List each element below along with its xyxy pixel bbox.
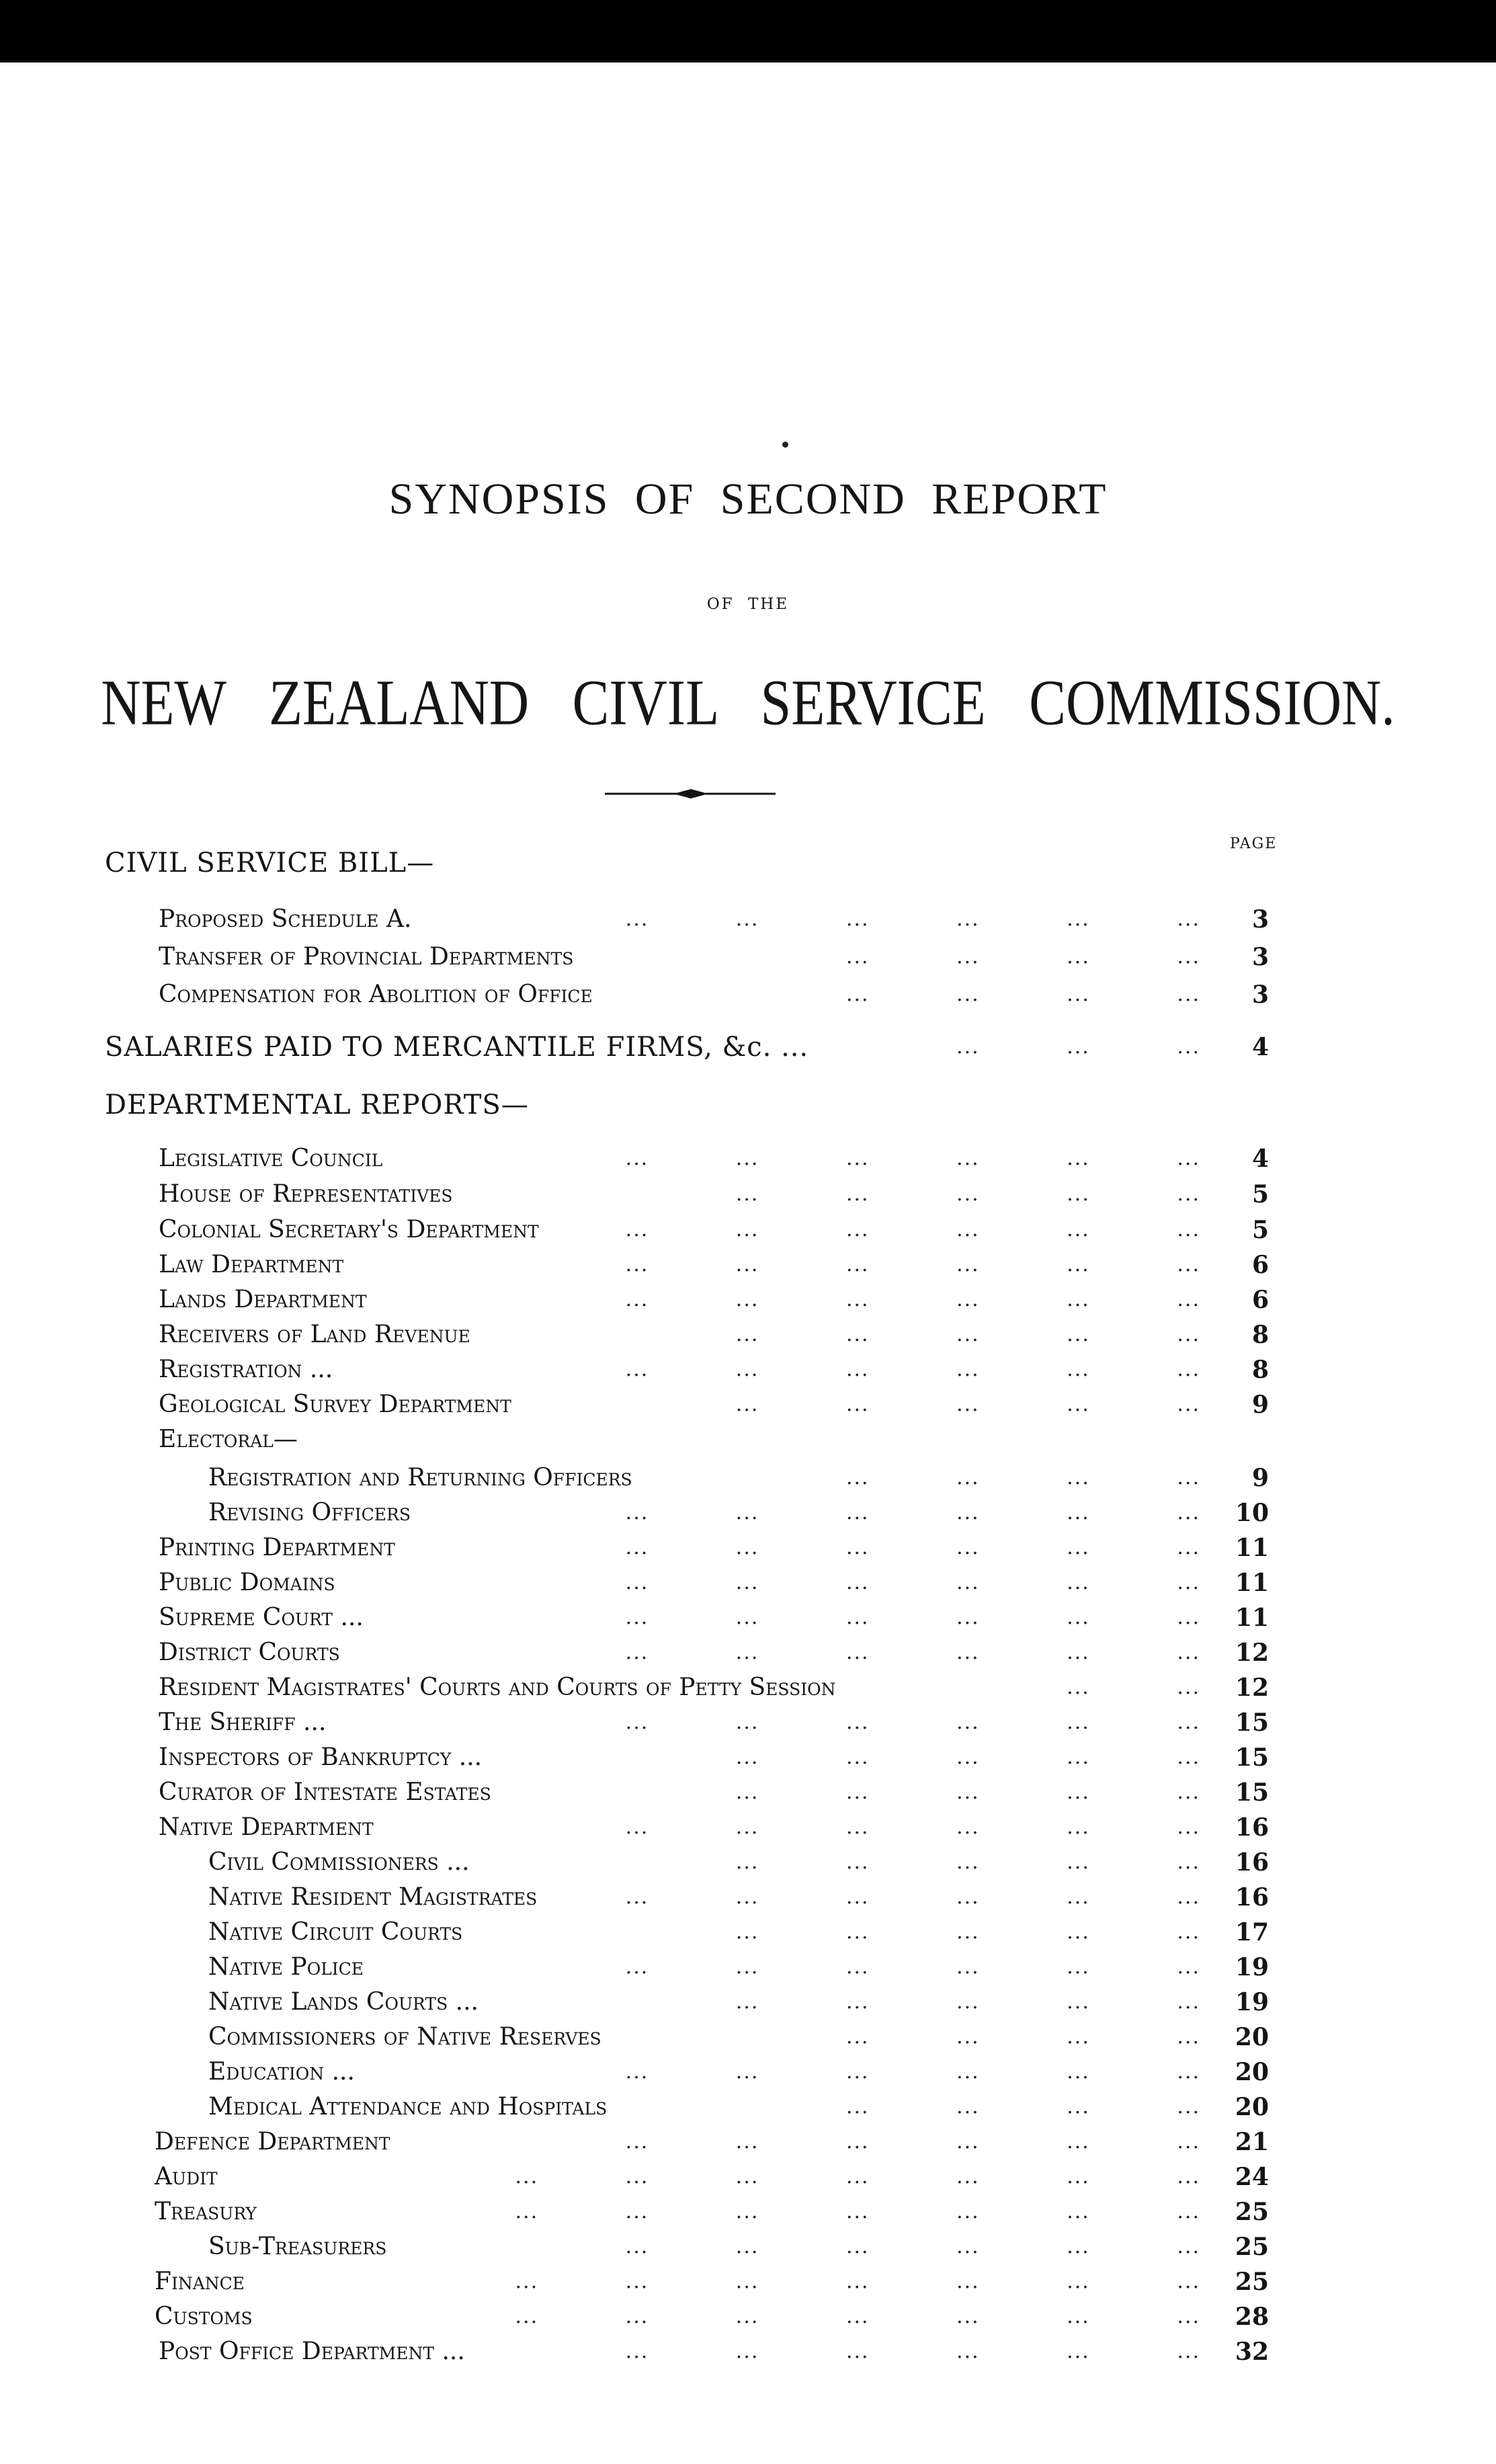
toc-entry-leader-dots: ... ... ... ... ... ... xyxy=(625,1358,1200,1381)
toc-entry-label: Finance xyxy=(155,2268,245,2295)
toc-entry-label: The Sheriff ... xyxy=(159,1709,327,1736)
toc-entry-leader-dots: ... ... ... ... ... xyxy=(735,1850,1200,1874)
toc-entry xyxy=(0,2022,1496,2060)
toc-entry-label: Supreme Court ... xyxy=(159,1604,364,1631)
toc-entry xyxy=(0,1425,1496,1463)
ornament-divider-icon xyxy=(605,782,780,805)
toc-entry xyxy=(0,1673,1496,1711)
toc-entry xyxy=(0,1090,1496,1128)
toc-entry xyxy=(0,1603,1496,1641)
toc-entry-leader-dots: ... ... ... ... ... ... ... xyxy=(515,2200,1200,2223)
toc-entry-label: Curator of Intestate Estates xyxy=(159,1778,491,1806)
toc-entry-leader-dots: ... ... ... ... ... ... xyxy=(625,1218,1200,1241)
toc-entry-page-number: 16 xyxy=(1235,1813,1269,1842)
toc-entry xyxy=(0,1813,1496,1850)
toc-entry-leader-dots: ... ... ... ... ... ... xyxy=(625,1147,1200,1170)
toc-entry xyxy=(0,1498,1496,1536)
toc-entry xyxy=(0,2232,1496,2270)
toc-entry-page-number: 17 xyxy=(1235,1918,1269,1946)
toc-entry-page-number: 10 xyxy=(1235,1499,1269,1527)
toc-entry-page-number: 11 xyxy=(1235,1534,1269,1562)
toc-entry-leader-dots: ... ... ... ... ... ... xyxy=(625,1815,1200,1839)
toc-entry-label: Medical Attendance and Hospitals xyxy=(208,2093,608,2121)
toc-entry xyxy=(0,2267,1496,2305)
toc-entry-page-number: 21 xyxy=(1235,2128,1269,2156)
toc-entry-leader-dots: ... ... ... ... ... ... xyxy=(625,1885,1200,1909)
toc-entry-leader-dots: ... ... ... ... ... xyxy=(735,1920,1200,1944)
toc-entry-label: House of Representatives xyxy=(159,1180,453,1208)
toc-entry-leader-dots: ... ... ... ... ... xyxy=(735,1746,1200,1769)
toc-entry-page-number: 19 xyxy=(1235,1988,1269,2016)
toc-entry-leader-dots: ... ... ... ... ... ... xyxy=(625,907,1200,931)
toc-entry-label: Native Department xyxy=(159,1813,374,1841)
toc-entry-leader-dots: ... ... ... ... ... ... xyxy=(625,1501,1200,1524)
toc-entry-leader-dots: ... ... ... ... ... ... xyxy=(625,1253,1200,1276)
toc-entry xyxy=(0,1250,1496,1288)
toc-entry-leader-dots: ... ... ... ... ... xyxy=(735,1990,1200,2014)
document-title: SYNOPSIS OF SECOND REPORT xyxy=(388,475,1108,524)
toc-entry-label: Registration and Returning Officers xyxy=(208,1464,632,1491)
toc-entry xyxy=(0,2092,1496,2130)
toc-entry xyxy=(0,1144,1496,1182)
toc-entry xyxy=(0,1708,1496,1746)
toc-entry-label: Customs xyxy=(155,2303,253,2330)
toc-entry-page-number: 32 xyxy=(1235,2338,1269,2366)
toc-entry xyxy=(0,1848,1496,1885)
toc-entry-label: Registration ... xyxy=(159,1356,333,1383)
toc-entry-leader-dots: ... ... ... ... xyxy=(845,983,1200,1006)
toc-entry-page-number: 9 xyxy=(1251,1391,1269,1419)
toc-entry-label: SALARIES PAID TO MERCANTILE FIRMS, &c. ... xyxy=(105,1032,809,1063)
toc-entry-page-number: 9 xyxy=(1251,1464,1269,1492)
toc-entry-leader-dots: ... ... ... ... ... ... ... xyxy=(515,2165,1200,2188)
toc-entry-page-number: 4 xyxy=(1251,1145,1269,1173)
toc-entry-label: Native Circuit Courts xyxy=(208,1918,463,1946)
toc-entry-page-number: 5 xyxy=(1251,1180,1269,1208)
toc-entry xyxy=(0,905,1496,942)
toc-entry-leader-dots: ... ... ... ... ... ... xyxy=(625,1606,1200,1629)
toc-entry-leader-dots: ... ... xyxy=(1067,1676,1200,1699)
toc-entry-page-number: 3 xyxy=(1251,981,1269,1009)
toc-entry-label: Electoral— xyxy=(159,1426,298,1453)
toc-entry-leader-dots: ... ... ... ... ... xyxy=(735,1182,1200,1206)
toc-entry-leader-dots: ... ... ... ... ... xyxy=(735,1780,1200,1804)
toc-entry-page-number: 11 xyxy=(1235,1569,1269,1597)
toc-entry-page-number: 20 xyxy=(1235,2093,1269,2121)
toc-entry-page-number: 12 xyxy=(1235,1639,1269,1667)
toc-entry-label: Commissioners of Native Reserves xyxy=(208,2023,601,2051)
toc-entry-page-number: 8 xyxy=(1251,1356,1269,1384)
toc-entry-label: Receivers of Land Revenue xyxy=(159,1321,470,1348)
toc-entry-label: District Courts xyxy=(159,1639,340,1666)
toc-entry-page-number: 3 xyxy=(1251,905,1269,934)
toc-entry-label: Post Office Department ... xyxy=(159,2338,465,2365)
toc-entry-page-number: 6 xyxy=(1251,1251,1269,1279)
toc-entry xyxy=(0,1032,1496,1070)
toc-entry-leader-dots: ... ... ... ... ... ... xyxy=(625,2340,1200,2363)
toc-entry-label: Native Lands Courts ... xyxy=(208,1988,479,2016)
toc-entry xyxy=(0,2302,1496,2340)
toc-entry-label: Resident Magistrates' Courts and Courts of Petty Session xyxy=(159,1674,836,1701)
toc-entry-page-number: 24 xyxy=(1235,2163,1269,2191)
toc-entry xyxy=(0,1390,1496,1428)
toc-entry-label: Legislative Council xyxy=(159,1145,383,1172)
toc-entry-label: Native Police xyxy=(208,1953,364,1981)
page-column-heading: PAGE xyxy=(1230,835,1278,852)
toc-entry-leader-dots: ... ... ... ... ... ... xyxy=(625,2060,1200,2084)
toc-entry xyxy=(0,2057,1496,2095)
toc-entry-page-number: 16 xyxy=(1235,1848,1269,1877)
toc-entry xyxy=(0,1638,1496,1676)
toc-entry-label: Printing Department xyxy=(159,1534,395,1561)
toc-entry-leader-dots: ... ... ... ... ... ... xyxy=(625,1641,1200,1664)
toc-entry xyxy=(0,1355,1496,1393)
toc-entry-leader-dots: ... ... ... ... ... ... xyxy=(625,2235,1200,2258)
toc-entry-leader-dots: ... ... ... ... ... ... xyxy=(625,2130,1200,2153)
toc-entry-leader-dots: ... ... ... ... xyxy=(845,2095,1200,2119)
toc-entry xyxy=(0,1778,1496,1815)
toc-entry-leader-dots: ... ... ... ... ... xyxy=(735,1323,1200,1346)
toc-entry-label: Colonial Secretary's Department xyxy=(159,1216,539,1243)
toc-entry-page-number: 19 xyxy=(1235,1953,1269,1981)
toc-entry-label: Law Department xyxy=(159,1251,344,1278)
toc-entry xyxy=(0,2127,1496,2165)
toc-entry xyxy=(0,1883,1496,1920)
toc-entry xyxy=(0,1320,1496,1358)
toc-entry-label: Sub-Treasurers xyxy=(208,2233,387,2260)
toc-entry-leader-dots: ... ... ... ... xyxy=(845,1466,1200,1489)
toc-entry-label: Defence Department xyxy=(155,2128,390,2155)
toc-entry xyxy=(0,848,1496,886)
toc-entry xyxy=(0,1285,1496,1323)
toc-entry-label: Revising Officers xyxy=(208,1499,411,1526)
toc-entry xyxy=(0,1533,1496,1571)
toc-entry xyxy=(0,980,1496,1018)
toc-entry-label: Transfer of Provincial Departments xyxy=(159,943,574,971)
toc-entry xyxy=(0,1215,1496,1253)
toc-entry xyxy=(0,2162,1496,2200)
toc-entry-label: Lands Department xyxy=(159,1286,367,1313)
toc-entry xyxy=(0,942,1496,980)
toc-entry-label: Proposed Schedule A. xyxy=(159,905,412,933)
toc-entry-page-number: 15 xyxy=(1235,1709,1269,1737)
toc-entry-leader-dots: ... ... ... ... xyxy=(845,945,1200,969)
toc-entry-page-number: 25 xyxy=(1235,2233,1269,2261)
toc-entry-page-number: 15 xyxy=(1235,1743,1269,1772)
toc-entry-label: CIVIL SERVICE BILL— xyxy=(105,848,435,878)
toc-entry xyxy=(0,1953,1496,1990)
toc-entry xyxy=(0,1743,1496,1780)
toc-entry-label: Civil Commissioners ... xyxy=(208,1848,470,1876)
document-subtitle: OF THE xyxy=(706,596,790,613)
toc-entry-leader-dots: ... ... ... ... ... ... xyxy=(625,1288,1200,1311)
toc-entry-page-number: 6 xyxy=(1251,1286,1269,1314)
toc-entry-page-number: 3 xyxy=(1251,943,1269,971)
toc-entry-page-number: 5 xyxy=(1251,1216,1269,1244)
toc-entry-page-number: 8 xyxy=(1251,1321,1269,1349)
toc-entry-page-number: 4 xyxy=(1251,1033,1269,1061)
ink-speck xyxy=(782,442,788,448)
toc-entry-leader-dots: ... ... ... ... ... ... xyxy=(625,1571,1200,1594)
toc-entry-page-number: 20 xyxy=(1235,2058,1269,2086)
toc-entry-page-number: 15 xyxy=(1235,1778,1269,1807)
toc-entry-leader-dots: ... ... ... xyxy=(956,1035,1200,1059)
toc-entry-page-number: 25 xyxy=(1235,2268,1269,2296)
toc-entry-page-number: 12 xyxy=(1235,1674,1269,1702)
toc-entry-label: Education ... xyxy=(208,2058,355,2086)
toc-entry-leader-dots: ... ... ... ... ... xyxy=(735,1393,1200,1416)
toc-entry xyxy=(0,1987,1496,2025)
toc-entry xyxy=(0,1918,1496,1955)
toc-entry-leader-dots: ... ... ... ... ... ... xyxy=(625,1711,1200,1734)
toc-entry-page-number: 20 xyxy=(1235,2023,1269,2051)
toc-entry-label: Public Domains xyxy=(159,1569,335,1596)
toc-entry-leader-dots: ... ... ... ... ... ... xyxy=(625,1536,1200,1559)
toc-entry-leader-dots: ... ... ... ... ... ... xyxy=(625,1955,1200,1979)
toc-entry-leader-dots: ... ... ... ... xyxy=(845,2025,1200,2049)
toc-entry-label: DEPARTMENTAL REPORTS— xyxy=(105,1090,529,1120)
toc-entry xyxy=(0,1568,1496,1606)
toc-entry-page-number: 25 xyxy=(1235,2198,1269,2226)
toc-entry-page-number: 28 xyxy=(1235,2303,1269,2331)
toc-entry-label: Audit xyxy=(155,2163,218,2190)
toc-entry xyxy=(0,2337,1496,2375)
scan-top-border xyxy=(0,0,1496,63)
toc-entry-label: Native Resident Magistrates xyxy=(208,1883,538,1911)
toc-entry-leader-dots: ... ... ... ... ... ... ... xyxy=(515,2270,1200,2293)
toc-entry-page-number: 16 xyxy=(1235,1883,1269,1912)
toc-entry-label: Treasury xyxy=(155,2198,257,2225)
toc-entry-label: Geological Survey Department xyxy=(159,1391,511,1418)
commission-name: NEW ZEALAND CIVIL SERVICE COMMISSION. xyxy=(101,666,1395,739)
toc-entry-leader-dots: ... ... ... ... ... ... ... xyxy=(515,2305,1200,2328)
toc-entry xyxy=(0,1180,1496,1217)
toc-entry-label: Inspectors of Bankruptcy ... xyxy=(159,1743,483,1771)
toc-entry-label: Compensation for Abolition of Office xyxy=(159,981,593,1008)
toc-entry xyxy=(0,1463,1496,1501)
toc-entry-page-number: 11 xyxy=(1235,1604,1269,1632)
toc-entry xyxy=(0,2197,1496,2235)
